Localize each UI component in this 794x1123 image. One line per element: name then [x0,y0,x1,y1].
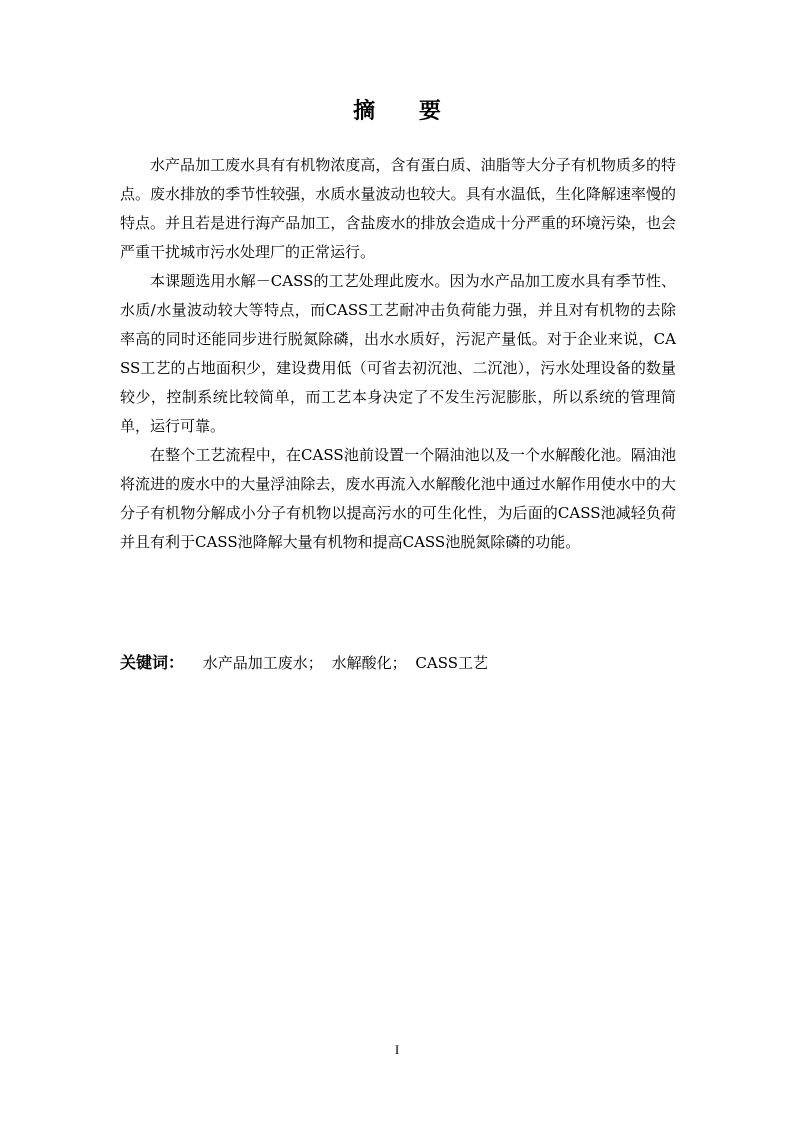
abstract-paragraph-3: 在整个工艺流程中，在CASS池前设置一个隔油池以及一个水解酸化池。隔油池将流进的废水中的大量浮油除去，废水再流入水解酸化池中通过水解作用使水中的大分子有机物分解成小分子有机物以提高污水的可生化性，为后面的CASS池减轻负荷并且有利于CASS池降解大量有机物和提高CASS池脱氮除磷的功能。 [120,446,676,551]
keywords-label: 关键词： [120,653,185,672]
page-title: 摘 要 [353,99,459,124]
abstract-paragraph-1: 水产品加工废水具有有机物浓度高，含有蛋白质、油脂等大分子有机物质多的特点。废水排放的季节性较强，水质水量波动也较大。具有水温低，生化降解速率慢的特点。并且若是进行海产品加工，含盐废水的排放会造成十分严重的环境污染，也会严重干扰城市污水处理厂的正常运行。 [120,156,676,261]
keyword-item: CASS工艺 [415,654,488,672]
keyword-item: 水解酸化； [331,654,407,672]
abstract-paragraph-2: 本课题选用水解－CASS的工艺处理此废水。因为水产品加工废水具有季节性、水质/水量波动较大等特点，而CASS工艺耐冲击负荷能力强，并且对有机物的去除率高的同时还能同步进行脱氮除磷，出水水质好，污泥产量低。对于企业来说，CASS工艺的占地面积少，建设费用低（可省去初沉池、二沉池），污水处理设备的数量较少，控制系统比较简单，而工艺本身决定了不发生污泥膨胀，所以系统的管理简单，运行可靠。 [120,272,676,435]
keywords-line [120,648,676,678]
abstract-body [120,151,676,557]
page-number: I [394,1042,400,1057]
keyword-item: 水产品加工废水； [202,654,323,672]
